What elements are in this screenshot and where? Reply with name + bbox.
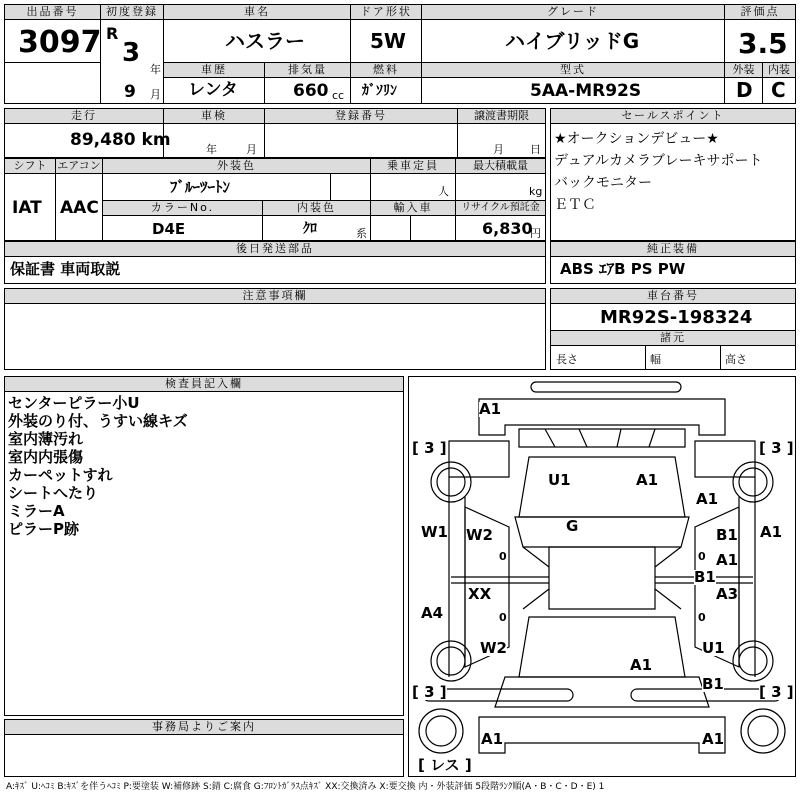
mark-rear-bumper-right: A1 [702,730,725,748]
mark-right-front-fender: A1 [696,490,719,508]
exterior-label: 外装 [725,63,762,77]
lot-number: 3097 [18,25,102,60]
inspector-note-3: 室内薄汚れ [8,430,84,448]
inspector-note-2: 外装のり付、うすい線キズ [8,412,188,430]
inspector-note-8: ピラーP跡 [8,520,79,538]
equipment-value: ABS ｴｱB PS PW [560,260,686,278]
height-label: 高さ [725,353,747,366]
model-label: 型式 [422,63,724,77]
parts-label: 後日発送部品 [5,242,545,256]
tire-left-rear: [ 3 ] [412,683,447,701]
transfer-day-unit: 日 [530,143,541,156]
mark-rear-right-b: B1 [702,675,724,693]
month-unit: 月 [150,88,161,101]
inspection-label: 車検 [164,109,264,123]
displacement-label: 排気量 [265,63,350,77]
exterior-score: D [736,78,753,102]
sales-point-3: バックモニター [554,175,652,191]
office-label: 事務局よりご案内 [5,720,403,734]
door-label: ドア形状 [351,5,421,19]
mark-rear-right-u: U1 [702,639,725,657]
sales-points-label: セールスポイント [551,109,795,123]
tire-left-front: [ 3 ] [412,439,447,457]
mark-left-front-fender: W1 [421,523,448,541]
inspector-note-4: 室内内張傷 [8,448,84,466]
displacement: 660 [293,81,329,101]
interior-score: C [771,78,786,102]
mark-zero-4: 0 [698,611,706,624]
lot-no-label: 出品番号 [5,5,100,19]
inspection-year-unit: 年 [206,143,217,156]
mark-zero-3: 0 [698,550,706,563]
mark-rear-left-quarter: W2 [480,639,507,657]
overall-score: 3.5 [738,27,788,60]
reg-year: 3 [122,38,141,68]
door-shape: 5W [370,29,406,53]
capacity-label: 乗車定員 [371,159,455,173]
interior-color-unit: 系 [356,227,367,240]
sales-point-1: ★オークションデビュー★ [554,131,719,147]
score-label: 評価点 [725,5,795,19]
mark-right-front-side: A1 [760,523,783,541]
capacity-unit: 人 [438,185,449,198]
width-label: 幅 [650,353,661,366]
fuel: ｶﾞｿﾘﾝ [362,83,397,99]
mark-zero-1: 0 [499,550,507,563]
body-color: ﾌﾞﾙｰﾂｰﾄﾝ [170,178,231,196]
history-label: 車歴 [164,63,264,77]
inspector-note-6: シートへたり [8,484,99,502]
parts-value: 保証書 車両取説 [10,260,121,278]
tire-right-rear: [ 3 ] [759,683,794,701]
inspector-note-1: センターピラー小U [8,394,140,412]
first-reg-label: 初度登録 [101,5,163,19]
sales-point-2: デュアルカメラブレーキサポート [554,153,763,169]
regno-label: 登録番号 [265,109,457,123]
car-name-label: 車名 [164,5,350,19]
color-no: D4E [152,220,186,238]
mark-front-right-door-a: A1 [716,551,739,569]
transfer-month-unit: 月 [493,143,504,156]
recycle-label: リサイクル預託金 [456,201,545,215]
interior-label: 内装 [763,63,795,77]
spare-tire: [ レス ] [418,756,472,774]
shift-label: シフト [5,159,55,173]
mark-front-right-door-b: B1 [716,526,738,544]
interior-color: ｸﾛ [303,221,317,237]
tire-right-front: [ 3 ] [759,439,794,457]
fuel-label: 燃料 [351,63,421,77]
shift: IAT [12,198,42,218]
equipment-label: 純正装備 [551,242,795,256]
interior-color-label: 内装色 [263,201,370,215]
recycle-unit: 円 [530,227,541,240]
inspector-note-5: カーペットすれ [8,466,113,484]
inspector-label: 検査員記入欄 [5,377,403,391]
mark-front-left-door: W2 [466,526,493,544]
caution-label: 注意事項欄 [5,289,545,303]
mark-roof: G [566,517,579,535]
era: R [106,24,119,43]
model-code: 5AA-MR92S [530,81,642,101]
grade: ハイブリッドG [505,29,640,53]
mark-left-rear-quarter: A4 [421,604,444,622]
mark-rear-right-door: A3 [716,585,739,603]
inspector-note-7: ミラーA [8,502,65,520]
mark-front-bumper: A1 [479,400,502,418]
mark-pillar-b: B1 [694,568,716,586]
mileage-label: 走行 [5,109,163,123]
mileage: 89,480 km [70,130,171,150]
mark-windshield-a: A1 [636,471,659,489]
load-label: 最大積載量 [456,159,545,173]
reg-month: 9 [124,82,136,102]
damage-diagram [408,376,796,777]
mark-windshield-u: U1 [548,471,571,489]
transfer-label: 譲渡書期限 [458,109,545,123]
car-history: レンタ [188,80,238,100]
chassis-number: MR92S-198324 [600,307,753,328]
color-label: 外装色 [103,159,370,173]
inspection-month-unit: 月 [246,143,257,156]
displacement-unit: cc [332,89,345,102]
year-unit: 年 [150,63,161,76]
grade-label: グレード [422,5,724,19]
length-label: 長さ [556,353,578,366]
mark-rear-left-door: XX [468,585,492,603]
aircon-label: エアコン [57,159,101,172]
spec-label: 諸元 [551,331,795,345]
load-unit: kg [529,185,543,198]
legend: A:ｷｽﾞ U:ﾍｺﾐ B:ｷｽﾞを伴うﾍｺﾐ P:要塗装 W:補修跡 S:錆 C:腐食 G:ﾌﾛﾝﾄｶﾞﾗｽ点ｷｽﾞ XX:交換済み X:要交換 内・外装評価 5段階ﾗﾝｸ順(A・B・C・D・E) 1 [6,782,605,792]
sales-point-4: ＥＴＣ [554,197,596,213]
aircon: AAC [60,198,99,218]
mark-zero-2: 0 [499,611,507,624]
recycle-fee: 6,830 [482,219,533,238]
chassis-label: 車台番号 [551,289,795,303]
import-label: 輸入車 [371,201,455,215]
car-diagram-svg [409,377,795,776]
car-name: ハスラー [225,29,305,53]
mark-rear-glass: A1 [630,656,653,674]
mark-rear-bumper-left: A1 [481,730,504,748]
color-no-label: カラーNo. [103,201,262,215]
